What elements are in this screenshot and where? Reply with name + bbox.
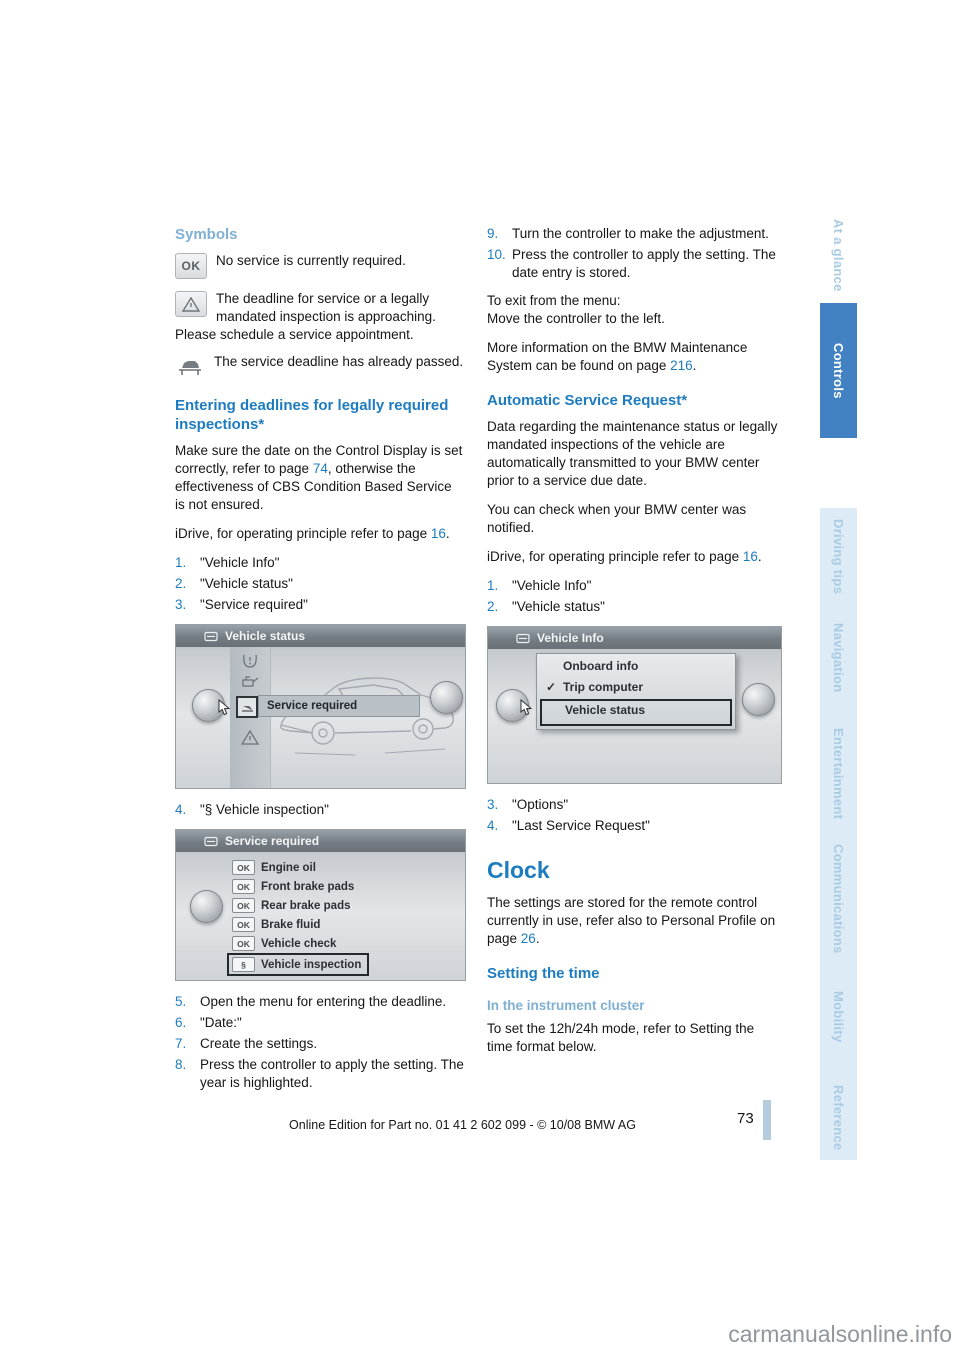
step-number: 1. bbox=[175, 555, 187, 570]
symbol-item bbox=[175, 252, 464, 281]
step-item bbox=[487, 598, 780, 616]
screen-title: Vehicle status bbox=[225, 629, 306, 643]
page-number-bar bbox=[763, 1100, 771, 1140]
ok-badge-icon: OK bbox=[175, 253, 207, 279]
step-text: "Service required" bbox=[200, 597, 308, 612]
numbered-list bbox=[487, 577, 780, 616]
screen-header bbox=[176, 830, 465, 852]
controller-knob bbox=[190, 890, 223, 923]
sidebar-tab-reference[interactable]: Reference bbox=[831, 1085, 846, 1151]
step-item bbox=[175, 801, 464, 819]
sidebar-tab-controls[interactable]: Controls bbox=[820, 303, 857, 438]
page-link-216[interactable]: 216 bbox=[670, 358, 693, 373]
step-item bbox=[175, 1035, 464, 1053]
service-required-bar: Service required bbox=[258, 695, 420, 717]
cursor-pointer-icon bbox=[218, 699, 231, 716]
warning-triangle-icon bbox=[240, 729, 260, 745]
paragraph-status-badge: § bbox=[232, 957, 255, 972]
step-number: 3. bbox=[175, 597, 187, 612]
numbered-list bbox=[175, 993, 464, 1092]
vehicle-menu-icon bbox=[204, 631, 218, 642]
step-item bbox=[487, 817, 780, 835]
sidebar-tab-entertainment[interactable]: Entertainment bbox=[831, 728, 846, 820]
service-item-row bbox=[232, 858, 459, 877]
service-item-label: Vehicle check bbox=[261, 937, 337, 950]
controller-knob bbox=[742, 683, 775, 716]
step-item bbox=[487, 246, 780, 282]
numbered-list bbox=[175, 801, 464, 819]
step-number: 3. bbox=[487, 797, 499, 812]
controller-knob bbox=[430, 681, 463, 714]
step-number: 5. bbox=[175, 994, 187, 1009]
deadline-approaching-icon bbox=[175, 291, 207, 317]
numbered-list bbox=[175, 554, 464, 614]
service-item-label: Front brake pads bbox=[261, 880, 355, 893]
step-item bbox=[175, 596, 464, 614]
step-number: 6. bbox=[175, 1015, 187, 1030]
step-number: 1. bbox=[487, 578, 499, 593]
screen-header bbox=[488, 627, 781, 649]
paragraph: You can check when your BMW center was notified. bbox=[487, 502, 747, 535]
step-number: 7. bbox=[175, 1036, 187, 1051]
symbol-item bbox=[175, 353, 464, 380]
step-number: 10. bbox=[487, 247, 506, 262]
paragraph: The settings are stored for the remote control currently in use, refer also to Personal Profile on page 26. bbox=[487, 895, 776, 946]
page-link-26[interactable]: 26 bbox=[520, 931, 536, 946]
screen-title: Service required bbox=[225, 834, 320, 848]
step-text: "Vehicle Info" bbox=[512, 578, 592, 593]
service-item-row bbox=[232, 934, 459, 953]
step-text: "§ Vehicle inspection" bbox=[200, 802, 329, 817]
ok-status-badge: OK bbox=[232, 936, 255, 951]
service-item-row bbox=[232, 877, 459, 896]
symbol-text: The service deadline has already passed. bbox=[214, 354, 464, 369]
paragraph: To exit from the menu: Move the controller to the left. bbox=[487, 293, 665, 326]
sidebar-tab-driving-tips[interactable]: Driving tips bbox=[831, 519, 846, 595]
page-link-74[interactable]: 74 bbox=[312, 461, 328, 476]
cursor-pointer-icon bbox=[520, 699, 533, 716]
step-text: "Last Service Request" bbox=[512, 818, 650, 833]
menu-item: ✓ Trip computer bbox=[546, 680, 644, 694]
heading-clock: Clock bbox=[487, 857, 550, 883]
page-link-16[interactable]: 16 bbox=[742, 549, 758, 564]
step-text: Open the menu for entering the deadline. bbox=[200, 994, 447, 1009]
paragraph: More information on the BMW Maintenance System can be found on page 216. bbox=[487, 340, 748, 373]
step-item bbox=[175, 575, 464, 593]
step-item bbox=[487, 796, 780, 814]
numbered-list bbox=[487, 225, 780, 282]
step-text: Create the settings. bbox=[200, 1036, 318, 1051]
check-icon: ✓ bbox=[546, 680, 557, 694]
service-item-row bbox=[232, 915, 459, 934]
service-item-row-selected bbox=[227, 953, 369, 976]
vehicle-menu-icon bbox=[516, 633, 530, 644]
paragraph: To set the 12h/24h mode, refer to Setting the time format below. bbox=[487, 1021, 755, 1054]
service-item-label: Brake fluid bbox=[261, 918, 321, 931]
step-text: "Date:" bbox=[200, 1015, 242, 1030]
engine-oil-icon bbox=[240, 673, 260, 689]
step-item bbox=[175, 993, 464, 1011]
watermark: carmanualsonline.info bbox=[728, 1321, 952, 1347]
service-item-label: Vehicle inspection bbox=[261, 958, 362, 971]
step-number: 4. bbox=[487, 818, 499, 833]
heading-symbols: Symbols bbox=[175, 226, 238, 243]
symbol-item bbox=[175, 290, 464, 344]
step-item bbox=[175, 1056, 464, 1092]
symbol-text: The deadline for service or a legally mandated inspection is approaching. Please schedule a service appointment. bbox=[175, 291, 436, 342]
tire-pressure-icon bbox=[240, 653, 260, 669]
step-text: "Options" bbox=[512, 797, 569, 812]
step-number: 9. bbox=[487, 226, 499, 241]
step-text: "Vehicle status" bbox=[512, 599, 605, 614]
paragraph: Data regarding the maintenance status or legally mandated inspections of the vehicle are automatically transmitted to your BMW center prior to a service due date. bbox=[487, 419, 778, 488]
step-item bbox=[175, 1014, 464, 1032]
step-text: Press the controller to apply the setting. The year is highlighted. bbox=[200, 1057, 464, 1090]
idrive-screenshot-vehicle-status bbox=[175, 624, 466, 789]
step-number: 2. bbox=[487, 599, 499, 614]
screen-title: Vehicle Info bbox=[537, 631, 604, 645]
step-number: 2. bbox=[175, 576, 187, 591]
ok-status-badge: OK bbox=[232, 917, 255, 932]
step-number: 4. bbox=[175, 802, 187, 817]
car-lift-icon bbox=[236, 696, 258, 718]
symbol-text: No service is currently required. bbox=[216, 253, 406, 268]
paragraph: iDrive, for operating principle refer to page 16. bbox=[487, 549, 762, 564]
step-text: Turn the controller to make the adjustment. bbox=[512, 226, 769, 241]
page-number: 73 bbox=[737, 1110, 754, 1127]
heading-entering-deadlines: Entering deadlines for legally required inspections* bbox=[175, 397, 449, 433]
service-deadline-passed-icon bbox=[175, 354, 205, 378]
sidebar-tab-mobility[interactable]: Mobility bbox=[831, 991, 846, 1043]
service-items-list bbox=[232, 858, 459, 976]
step-text: Press the controller to apply the setting. The date entry is stored. bbox=[512, 247, 776, 280]
vehicle-menu-icon bbox=[204, 836, 218, 847]
menu-item-selected: Vehicle status bbox=[540, 699, 732, 726]
paragraph: iDrive, for operating principle refer to page 16. bbox=[175, 526, 450, 541]
ok-status-badge: OK bbox=[232, 898, 255, 913]
ok-status-badge: OK bbox=[232, 860, 255, 875]
heading-automatic-service-request: Automatic Service Request* bbox=[487, 392, 688, 409]
service-item-label: Rear brake pads bbox=[261, 899, 351, 912]
menu-item: Onboard info bbox=[563, 659, 639, 673]
sidebar-tab-communications[interactable]: Communications bbox=[831, 844, 846, 954]
content-column-right bbox=[487, 225, 780, 1067]
heading-setting-the-time: Setting the time bbox=[487, 965, 600, 982]
sidebar-tab-at-a-glance[interactable]: At a glance bbox=[831, 218, 846, 292]
step-text: "Vehicle Info" bbox=[200, 555, 280, 570]
heading-instrument-cluster: In the instrument cluster bbox=[487, 998, 645, 1013]
step-item bbox=[487, 225, 780, 243]
step-item bbox=[487, 577, 780, 595]
content-column-left bbox=[175, 225, 464, 1102]
service-item-label: Engine oil bbox=[261, 861, 316, 874]
service-item-row bbox=[232, 896, 459, 915]
numbered-list bbox=[487, 796, 780, 835]
idrive-screenshot-vehicle-info bbox=[487, 626, 782, 784]
step-number: 8. bbox=[175, 1057, 187, 1072]
step-item bbox=[175, 554, 464, 572]
page-link-16[interactable]: 16 bbox=[430, 526, 446, 541]
vehicle-info-menu bbox=[536, 653, 736, 730]
ok-status-badge: OK bbox=[232, 879, 255, 894]
sidebar-tab-navigation[interactable]: Navigation bbox=[831, 622, 846, 693]
footer-edition-text: Online Edition for Part no. 01 41 2 602 099 - © 10/08 BMW AG bbox=[289, 1118, 636, 1132]
step-text: "Vehicle status" bbox=[200, 576, 293, 591]
screen-header bbox=[176, 625, 465, 647]
paragraph: Make sure the date on the Control Display is set correctly, refer to page 74, otherwise the effectiveness of CBS Condition Based Service is not ensured. bbox=[175, 443, 463, 512]
idrive-screenshot-service-required bbox=[175, 829, 466, 981]
